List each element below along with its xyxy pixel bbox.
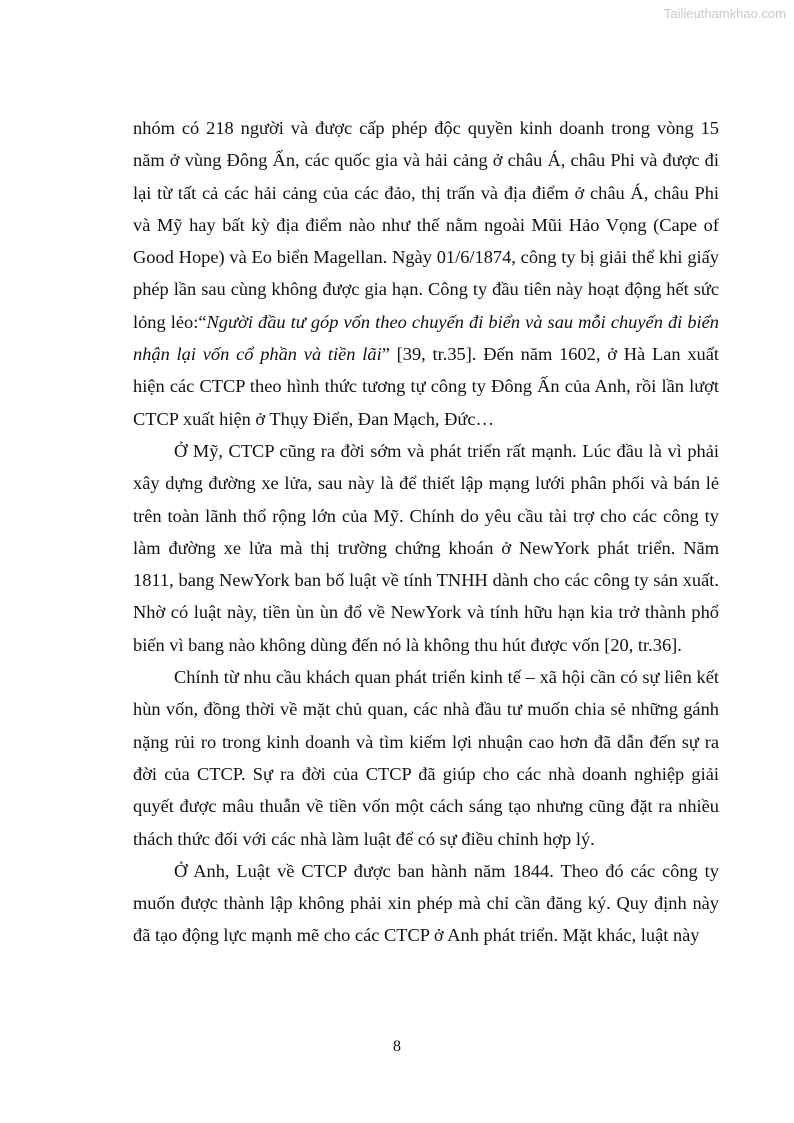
document-body: [133, 112, 719, 952]
paragraph-2: Ở Mỹ, CTCP cũng ra đời sớm và phát triển rất mạnh. Lúc đầu là vì phải xây dựng đường xe lửa, sau này là để thiết lập mạng lưới phân phối và bán lẻ trên toàn lãnh thổ rộng lớn của Mỹ. Chính do yêu cầu tài trợ cho các công ty làm đường xe lửa mà thị trường chứng khoán ở NewYork phát triển. Năm 1811, bang NewYork ban bố luật về tính TNHH dành cho các công ty sản xuất. Nhờ có luật này, tiền ùn ùn đổ về NewYork và tính hữu hạn kia trở thành phổ biến vì bang nào không dùng đến nó là không thu hút được vốn [20, tr.36].: [133, 440, 719, 655]
page-number: 8: [393, 1038, 401, 1055]
paragraph-1-text: nhóm có 218 người và được cấp phép độc quyền kinh doanh trong vòng 15 năm ở vùng Đông Ấn, các quốc gia và hải cảng ở châu Á, châu Phi và được đi lại từ tất cả các hải cảng của các đảo, thị trấn và địa điểm ở châu Á, châu Phi và Mỹ hay bất kỳ địa điểm nào như thế nằm ngoài Mũi Hảo Vọng (Cape of Good Hope) và Eo biển Magellan. Ngày 01/6/1874, công ty bị giải thể khi giấy phép lần sau cùng không được gia hạn. Công ty đầu tiên này hoạt động hết sức lỏng lẻo:“: [133, 118, 719, 332]
paragraph-1-continuation: ” [39, tr.35]. Đến năm 1602, ở Hà Lan xuất hiện các CTCP theo hình thức tương tự công ty Đông Ấn của Anh, rồi lần lượt CTCP xuất hiện ở Thụy Điển, Đan Mạch, Đức…: [133, 344, 720, 429]
paragraph-1: [133, 112, 719, 435]
paragraph-4: Ở Anh, Luật về CTCP được ban hành năm 1844. Theo đó các công ty muốn được thành lập không phải xin phép mà chỉ cần đăng ký. Quy định này đã tạo động lực mạnh mẽ cho các CTCP ở Anh phát triển. Mặt khác, luật này: [133, 860, 719, 946]
quoted-text: Người đầu tư góp vốn theo chuyến đi biển và sau mỗi chuyến đi biển nhận lại vốn cổ phần và tiền lãi: [133, 311, 719, 365]
watermark-text: Tailieuthamkhao.com: [663, 6, 786, 21]
paragraph-3: Chính từ nhu cầu khách quan phát triển kinh tế – xã hội cần có sự liên kết hùn vốn, đồng thời về mặt chủ quan, các nhà đầu tư muốn chia sẻ những gánh nặng rủi ro trong kinh doanh và tìm kiếm lợi nhuận cao hơn đã dẫn đến sự ra đời của CTCP. Sự ra đời của CTCP đã giúp cho các nhà doanh nghiệp giải quyết được mâu thuẫn về tiền vốn một cách sáng tạo nhưng cũng đặt ra nhiều thách thức đối với các nhà làm luật để có sự điều chỉnh hợp lý.: [133, 667, 719, 849]
